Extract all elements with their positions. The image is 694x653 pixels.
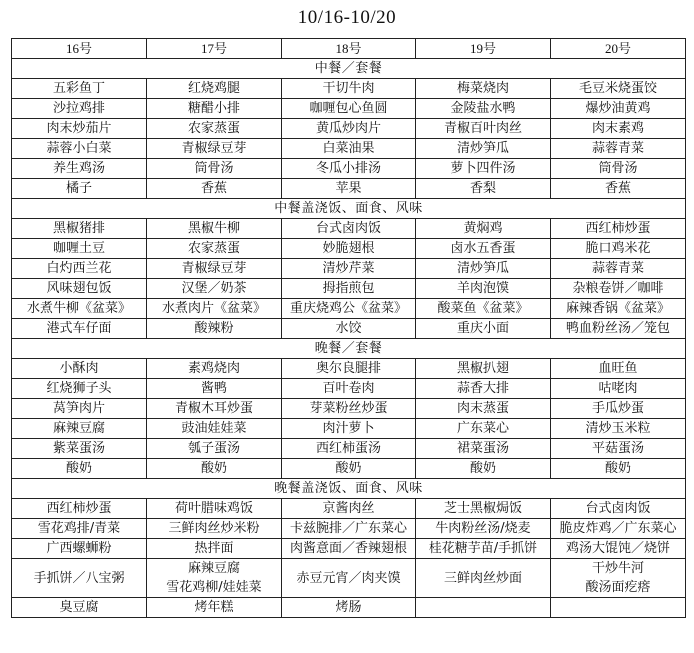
menu-row: [12, 598, 686, 618]
menu-cell-line: 三鲜肉丝炒面: [443, 570, 522, 586]
menu-cell: 酸奶: [551, 459, 686, 479]
menu-cell: 蒜蓉青菜: [551, 139, 686, 159]
menu-cell: 香梨: [416, 179, 551, 199]
menu-row: [12, 459, 686, 479]
menu-row: [12, 179, 686, 199]
menu-cell: 筒骨汤: [551, 159, 686, 179]
menu-cell: 肉酱意面／香辣翅根: [282, 539, 416, 559]
menu-cell: 酸奶: [147, 459, 282, 479]
menu-cell: 苹果: [282, 179, 416, 199]
date-header-cell: 19号: [416, 39, 551, 59]
menu-row: [12, 379, 686, 399]
menu-cell-line: 雪花鸡柳/娃娃菜: [166, 580, 262, 595]
menu-cell: 清炒芹菜: [282, 259, 416, 279]
menu-row: [12, 519, 686, 539]
menu-cell: 养生鸡汤: [12, 159, 147, 179]
section-header-row: [12, 339, 686, 359]
menu-cell: 红烧狮子头: [12, 379, 147, 399]
menu-cell: 黑椒扒翅: [416, 359, 551, 379]
menu-cell: 香蕉: [147, 179, 282, 199]
menu-cell: 清炒笋瓜: [416, 139, 551, 159]
menu-cell: 黄瓜炒肉片: [282, 119, 416, 139]
menu-cell: 糖醋小排: [147, 99, 282, 119]
date-header-cell: 18号: [282, 39, 416, 59]
menu-row: [12, 119, 686, 139]
menu-cell: 蒜蓉小白菜: [12, 139, 147, 159]
date-header-cell: 16号: [12, 39, 147, 59]
menu-cell: 水煮肉片《盆菜》: [147, 299, 282, 319]
section-title: 中餐盖浇饭、面食、风味: [12, 199, 686, 219]
menu-cell: 脆皮炸鸡／广东菜心: [551, 519, 686, 539]
menu-cell: 紫菜蛋汤: [12, 439, 147, 459]
menu-cell: 咖喱包心鱼圆: [282, 99, 416, 119]
menu-cell: 白菜油果: [282, 139, 416, 159]
weekly-menu-table: [11, 38, 686, 618]
menu-cell-line: 干炒牛河: [591, 561, 644, 576]
menu-cell: 青椒绿豆芽: [147, 259, 282, 279]
menu-cell: 肉末炒茄片: [12, 119, 147, 139]
menu-cell: [282, 559, 416, 598]
menu-cell: 咕咾肉: [551, 379, 686, 399]
menu-cell: 重庆烧鸡公《盆菜》: [282, 299, 416, 319]
menu-cell: 裙菜蛋汤: [416, 439, 551, 459]
menu-cell: 臭豆腐: [12, 598, 147, 618]
menu-cell-line: 酸汤面疙瘩: [585, 580, 651, 595]
menu-cell: 筒骨汤: [147, 159, 282, 179]
menu-cell: 台式卤肉饭: [282, 219, 416, 239]
menu-cell: 烤年糕: [147, 598, 282, 618]
menu-cell: 血旺鱼: [551, 359, 686, 379]
menu-cell: 桂花糖芋苗/手抓饼: [416, 539, 551, 559]
menu-cell: 酸奶: [282, 459, 416, 479]
menu-row: [12, 219, 686, 239]
menu-row: [12, 239, 686, 259]
menu-cell: 广西螺蛳粉: [12, 539, 147, 559]
menu-cell: 脆口鸡米花: [551, 239, 686, 259]
menu-cell: 蒜香大排: [416, 379, 551, 399]
menu-cell: 毛豆米烧蛋饺: [551, 79, 686, 99]
menu-row: [12, 539, 686, 559]
menu-cell: 肉末素鸡: [551, 119, 686, 139]
menu-cell: 五彩鱼丁: [12, 79, 147, 99]
menu-cell-line: 赤豆元宵／肉夹馍: [296, 570, 401, 586]
menu-cell: 农家蒸蛋: [147, 119, 282, 139]
menu-cell: 西红柿炒蛋: [12, 499, 147, 519]
menu-cell: 西红柿蛋汤: [282, 439, 416, 459]
menu-cell: 梅菜烧肉: [416, 79, 551, 99]
menu-row: [12, 439, 686, 459]
menu-cell: [147, 559, 282, 598]
menu-cell: 卡兹腕排／广东菜心: [282, 519, 416, 539]
menu-cell: 青椒绿豆芽: [147, 139, 282, 159]
menu-cell: 汉堡／奶茶: [147, 279, 282, 299]
menu-cell: 咖喱土豆: [12, 239, 147, 259]
menu-cell: 平菇蛋汤: [551, 439, 686, 459]
menu-cell: 酱鸭: [147, 379, 282, 399]
date-header-cell: 20号: [551, 39, 686, 59]
menu-cell: 爆炒油黄鸡: [551, 99, 686, 119]
menu-cell: 萝卜四件汤: [416, 159, 551, 179]
menu-cell: 酸奶: [416, 459, 551, 479]
menu-row: [12, 419, 686, 439]
menu-cell: 瓠子蛋汤: [147, 439, 282, 459]
menu-cell-line: 手抓饼／八宝粥: [33, 570, 125, 586]
menu-row: [12, 139, 686, 159]
menu-cell: 橘子: [12, 179, 147, 199]
menu-cell: 卤水五香蛋: [416, 239, 551, 259]
menu-cell: 杂粮卷饼／咖啡: [551, 279, 686, 299]
menu-cell: 芝士黑椒焗饭: [416, 499, 551, 519]
menu-cell: 干切牛肉: [282, 79, 416, 99]
menu-row: [12, 259, 686, 279]
section-header-row: [12, 59, 686, 79]
menu-row: [12, 359, 686, 379]
menu-cell: 水煮牛柳《盆菜》: [12, 299, 147, 319]
menu-cell: 沙拉鸡排: [12, 99, 147, 119]
date-header-cell: 17号: [147, 39, 282, 59]
menu-cell: 重庆小面: [416, 319, 551, 339]
menu-cell: 清炒笋瓜: [416, 259, 551, 279]
menu-cell: 鸡汤大馄饨／烧饼: [551, 539, 686, 559]
menu-cell: [416, 559, 551, 598]
menu-cell: 酸菜鱼《盆菜》: [416, 299, 551, 319]
menu-cell: 黑椒牛柳: [147, 219, 282, 239]
menu-cell: 烤肠: [282, 598, 416, 618]
section-title: 晚餐盖浇饭、面食、风味: [12, 479, 686, 499]
menu-cell: 荷叶腊味鸡饭: [147, 499, 282, 519]
menu-cell: 风味翅包饭: [12, 279, 147, 299]
menu-row: [12, 99, 686, 119]
menu-cell: 肉汁萝卜: [282, 419, 416, 439]
menu-cell: 黑椒猪排: [12, 219, 147, 239]
menu-row: [12, 299, 686, 319]
section-header-row: [12, 199, 686, 219]
menu-cell: 麻辣香锅《盆菜》: [551, 299, 686, 319]
date-header-row: [12, 39, 686, 59]
menu-row: [12, 159, 686, 179]
menu-cell: 三鲜肉丝炒米粉: [147, 519, 282, 539]
menu-cell: 酸辣粉: [147, 319, 282, 339]
menu-cell: 红烧鸡腿: [147, 79, 282, 99]
menu-cell: 京酱肉丝: [282, 499, 416, 519]
menu-row: [12, 79, 686, 99]
menu-cell: 酸奶: [12, 459, 147, 479]
menu-cell: 西红柿炒蛋: [551, 219, 686, 239]
menu-cell: 百叶卷肉: [282, 379, 416, 399]
menu-cell: [12, 559, 147, 598]
menu-cell: 港式车仔面: [12, 319, 147, 339]
menu-cell: 芽菜粉丝炒蛋: [282, 399, 416, 419]
menu-row: [12, 319, 686, 339]
menu-cell: 青椒木耳炒蛋: [147, 399, 282, 419]
menu-row: [12, 399, 686, 419]
menu-cell: 冬瓜小排汤: [282, 159, 416, 179]
section-title: 中餐／套餐: [12, 59, 686, 79]
menu-cell: 小酥肉: [12, 359, 147, 379]
menu-cell: 妙脆翅根: [282, 239, 416, 259]
menu-cell: 白灼西兰花: [12, 259, 147, 279]
menu-cell: 广东菜心: [416, 419, 551, 439]
menu-cell: 莴笋肉片: [12, 399, 147, 419]
menu-cell: 香蕉: [551, 179, 686, 199]
menu-cell: 鸭血粉丝汤／笼包: [551, 319, 686, 339]
menu-cell: 金陵盐水鸭: [416, 99, 551, 119]
menu-cell: 清炒玉米粒: [551, 419, 686, 439]
menu-cell: 麻辣豆腐: [12, 419, 147, 439]
menu-cell: 青椒百叶肉丝: [416, 119, 551, 139]
menu-cell: 拇指煎包: [282, 279, 416, 299]
menu-cell: 牛肉粉丝汤/烧麦: [416, 519, 551, 539]
menu-row-two-line: [12, 559, 686, 598]
menu-cell: 农家蒸蛋: [147, 239, 282, 259]
menu-cell: 羊肉泡馍: [416, 279, 551, 299]
menu-title: 10/16-10/20: [297, 7, 397, 28]
menu-cell: 奥尔良腿排: [282, 359, 416, 379]
section-title: 晚餐／套餐: [12, 339, 686, 359]
menu-row: [12, 279, 686, 299]
menu-cell: 水饺: [282, 319, 416, 339]
menu-cell: 热拌面: [147, 539, 282, 559]
section-header-row: [12, 479, 686, 499]
menu-cell: 豉油娃娃菜: [147, 419, 282, 439]
menu-cell: 手瓜炒蛋: [551, 399, 686, 419]
menu-cell: 台式卤肉饭: [551, 499, 686, 519]
menu-row: [12, 499, 686, 519]
menu-cell: 蒜蓉青菜: [551, 259, 686, 279]
menu-cell: [551, 559, 686, 598]
menu-cell: 雪花鸡排/青菜: [12, 519, 147, 539]
menu-cell-line: 麻辣豆腐: [187, 561, 240, 576]
menu-cell: 黄焖鸡: [416, 219, 551, 239]
menu-cell: 素鸡烧肉: [147, 359, 282, 379]
menu-body: [12, 39, 686, 618]
menu-cell: [551, 598, 686, 618]
menu-cell: 肉末蒸蛋: [416, 399, 551, 419]
menu-cell: [416, 598, 551, 618]
